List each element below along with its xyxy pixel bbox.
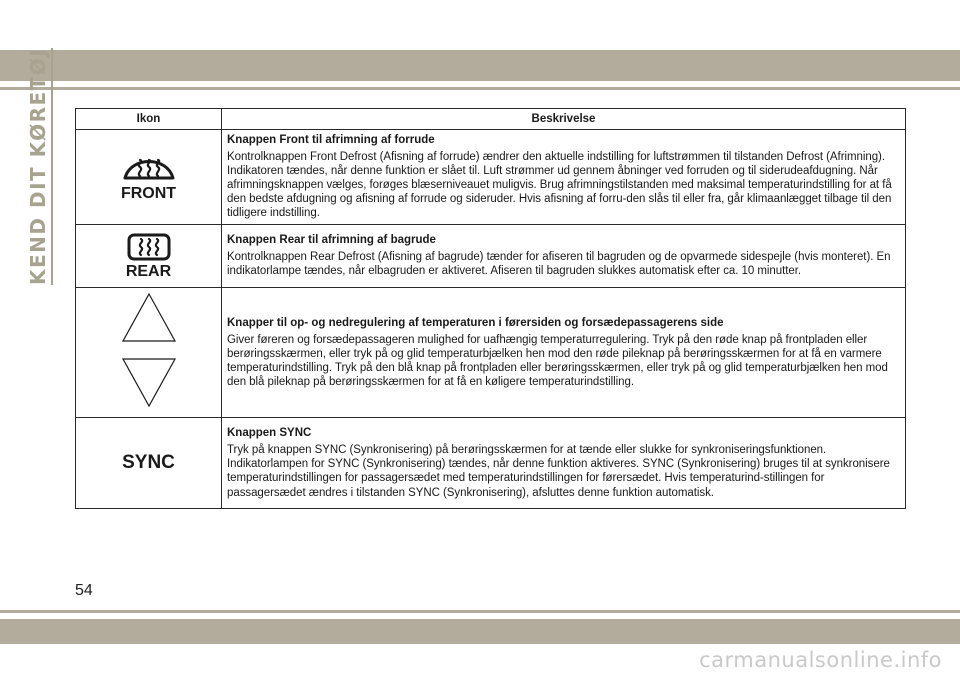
row-title: Knappen Rear til afrimning af bagrude bbox=[227, 234, 436, 247]
row-body: Tryk på knappen SYNC (Synkronisering) på berøringsskærmen for at tænde eller slukke for synkroniseringsfunktionen. Indikatorlampen for SYNC (Synkronisering) tændes, når denne funktion aktiveres. SYNC (Synkronisering) bruges til at synkronisere temperaturindstillingen for passagersædet med temperaturindstillingen for førersædet. Hvis temperaturind-stillingen for passagersædet ændres i tilstanden SYNC (Synkronisering), afsluttes denne funktion automatisk. bbox=[227, 444, 890, 499]
watermark: carmanualsonline.info bbox=[699, 648, 942, 672]
table-row bbox=[76, 288, 906, 418]
temperature-up-down-icon bbox=[119, 291, 179, 409]
front-defrost-icon bbox=[121, 152, 177, 186]
icon-cell bbox=[76, 225, 222, 288]
table-row bbox=[76, 418, 906, 509]
description-column-header: Beskrivelse bbox=[222, 109, 906, 130]
row-title: Knappen Front til afrimning af forrude bbox=[227, 134, 435, 146]
section-title: KEND DIT KØRETØJ bbox=[26, 48, 53, 285]
sync-icon: SYNC bbox=[122, 452, 175, 474]
page-number: 54 bbox=[75, 582, 93, 599]
row-body: Giver føreren og forsædepassageren mulighed for uafhængig temperaturregulering. Tryk på den røde knap på frontpladen eller berøringsskærmen, eller tryk på og glid temperaturbjælken hen mod den røde pileknap på berøringsskærmen for at få en varmere temperaturindstilling. Tryk på den blå knap på frontpladen eller berøringsskærmen, eller tryk på og glid temperaturbjælken hen mod den blå pileknap på berøringsskærmen for at få en køligere temperaturindstilling. bbox=[227, 333, 888, 389]
rear-defrost-icon bbox=[127, 233, 171, 261]
temperature-down-icon bbox=[123, 359, 175, 406]
row-title: Knappen SYNC bbox=[227, 427, 312, 440]
top-decorative-line bbox=[0, 87, 960, 90]
description-cell bbox=[222, 130, 906, 225]
temperature-up-icon bbox=[123, 294, 175, 341]
bottom-decorative-band bbox=[0, 619, 960, 644]
table-row bbox=[76, 130, 906, 225]
description-cell bbox=[222, 288, 906, 418]
description-cell bbox=[222, 225, 906, 288]
icon-description-table bbox=[75, 108, 906, 509]
description-cell bbox=[222, 418, 906, 509]
row-body: Kontrolknappen Front Defrost (Afisning af forrude) ændrer den aktuelle indstilling for luftstrømmen til tilstanden Defrost (Afrimning). Indikatoren tændes, når denne funktion er slået til. Luft strømmer ud gennem åbninger ved forruden og til siderudeafdugning. Når afrimningsknappen vælges, forøges blæserniveauet muligvis. Brug afrimningstilstanden med maksimal temperaturindstilling for at få den bedste afdugning og afisning af forrude og sideruder. Hvis afisning af forru-den slås til eller fra, går klimaanlægget tilbage til den tidligere indstilling. bbox=[227, 151, 892, 220]
row-title: Knapper til op- og nedregulering af temperaturen i førersiden og forsædepassagerens side bbox=[227, 316, 724, 329]
icon-cell bbox=[76, 130, 222, 225]
icon-cell bbox=[76, 418, 222, 509]
top-decorative-band bbox=[0, 50, 960, 81]
table-row bbox=[76, 225, 906, 288]
front-icon-label: FRONT bbox=[120, 185, 177, 203]
row-body: Kontrolknappen Rear Defrost (Afisning af bagrude) tænder for afiseren til bagruden og de opvarmede sidespejle (hvis monteret). En indikatorlampe tændes, når elbagruden er aktiveret. Afiseren til bagruden slukkes automatisk efter ca. 10 minutter. bbox=[227, 251, 891, 278]
icon-column-header: Ikon bbox=[76, 109, 222, 130]
table-header-row bbox=[76, 109, 906, 130]
rear-icon-label: REAR bbox=[125, 262, 172, 280]
icon-cell bbox=[76, 288, 222, 418]
bottom-decorative-line bbox=[0, 610, 960, 613]
